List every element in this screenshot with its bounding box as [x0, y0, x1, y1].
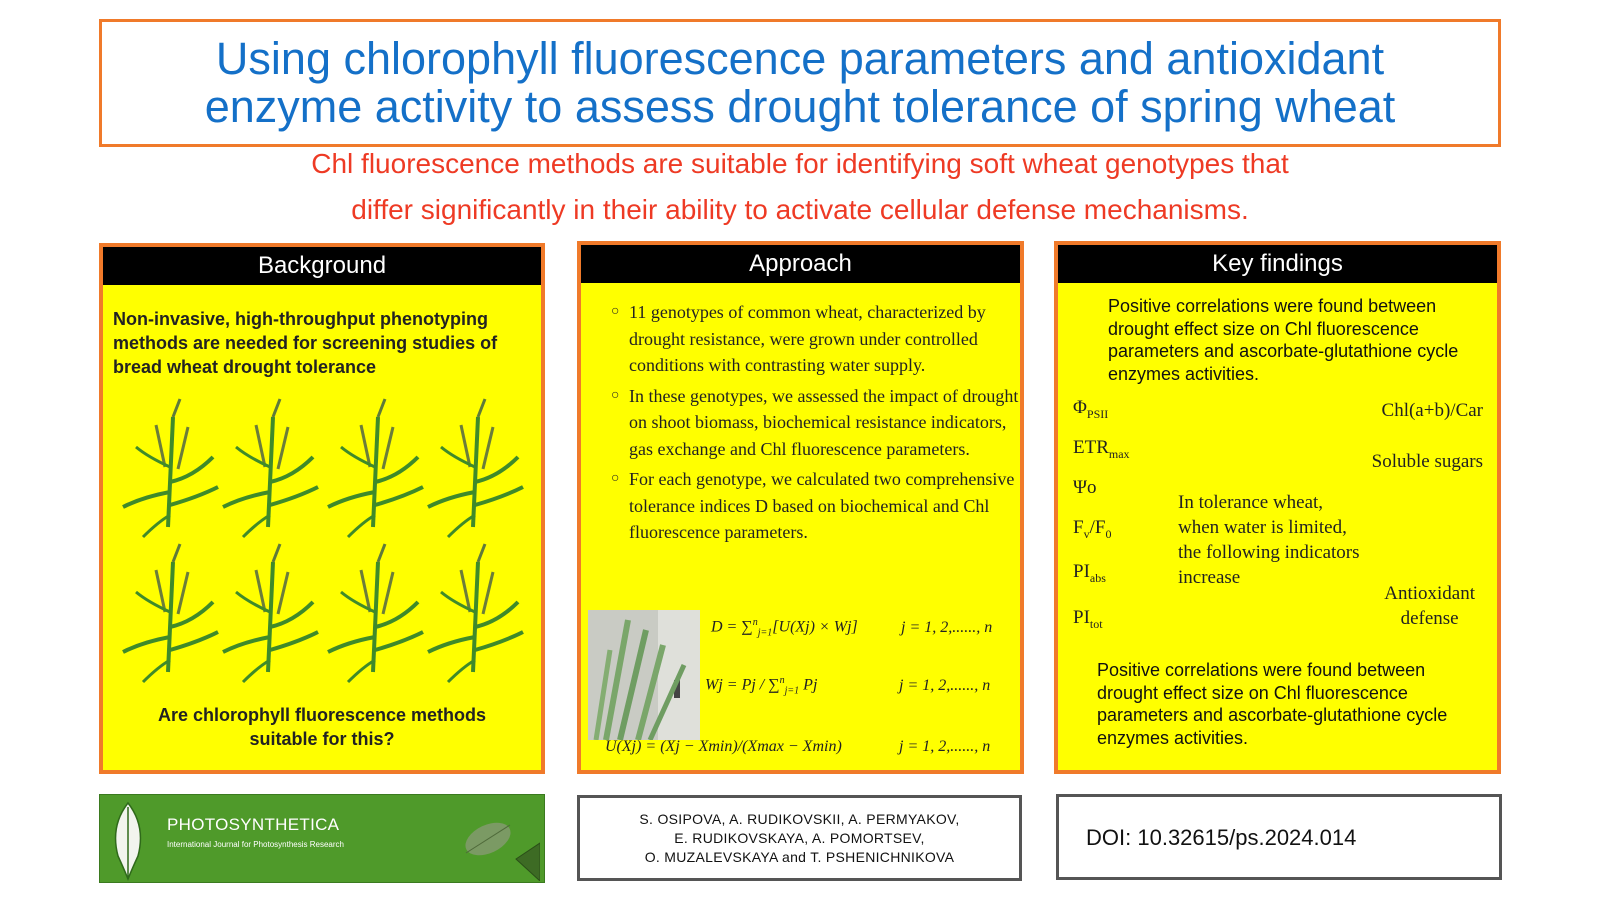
- approach-list: [611, 299, 1021, 550]
- param-subscript: tot: [1089, 616, 1103, 631]
- background-question-line: Are chlorophyll fluorescence methods: [157, 705, 487, 725]
- key-findings-bottom-text: Positive correlations were found between drought effect size on Chl fluorescence parameters and ascorbate-glutathione cycle enzymes activities.: [1097, 660, 1448, 748]
- wheat-plant: [223, 399, 318, 537]
- tolerance-line: increase: [1178, 567, 1241, 588]
- author-line: O. MUZALEVSKAYA and T. PSHENICHNIKOVA: [644, 848, 955, 865]
- param-symbol: F: [1073, 517, 1084, 538]
- wheat-plant: [328, 399, 423, 537]
- doi-text[interactable]: [1086, 825, 1356, 851]
- journal-tagline: International Journal for Photosynthesis Research: [167, 840, 344, 849]
- param-symbol: ETR: [1073, 437, 1109, 458]
- param-subscript: abs: [1089, 570, 1106, 585]
- wheat-plant: [428, 399, 523, 537]
- background-header: Background: [103, 247, 541, 285]
- subtitle-line-1: Chl fluorescence methods are suitable for identifying soft wheat genotypes that: [311, 148, 1289, 179]
- doi-label: DOI:: [1086, 825, 1132, 850]
- wheat-plant: [328, 544, 423, 682]
- param-subscript: PSII: [1086, 406, 1109, 421]
- param-symbol: PI: [1073, 561, 1090, 582]
- approach-item: ○ 11 genotypes of common wheat, characterized by drought resistance, were grown under controlled conditions with contrasting water supply.: [611, 299, 1021, 379]
- background-text-line: Non-invasive, high-throughput phenotyping: [113, 309, 488, 329]
- tolerance-line: In tolerance wheat,: [1178, 492, 1324, 513]
- leaf-logo-icon: [108, 801, 148, 881]
- formula-range: j = 1, 2,......, n: [899, 677, 991, 694]
- background-text-line: bread wheat drought tolerance: [113, 357, 377, 377]
- param-subscript: 0: [1105, 526, 1112, 541]
- antioxidant-defense: [1384, 581, 1475, 631]
- param-pi-tot: [1073, 607, 1103, 632]
- param-phi-psii: [1073, 397, 1108, 422]
- journal-banner: [99, 794, 545, 883]
- leaves-decoration-icon: [460, 813, 540, 881]
- chl-ratio: Chl(a+b)/Car: [1381, 400, 1483, 421]
- key-findings-header: Key findings: [1058, 245, 1497, 283]
- param-pi-abs: [1073, 561, 1106, 586]
- background-text-line: methods are needed for screening studies of: [113, 333, 498, 353]
- param-psi: Ψo: [1073, 477, 1097, 498]
- formula-range: j = 1, 2,......, n: [899, 738, 991, 755]
- tolerance-statement: [1178, 490, 1360, 590]
- param-fv-f0: [1073, 517, 1111, 542]
- background-panel: [99, 243, 545, 774]
- param-symbol: Φ: [1073, 397, 1087, 418]
- doi-value[interactable]: 10.32615/ps.2024.014: [1137, 825, 1357, 850]
- approach-panel: [577, 241, 1024, 774]
- approach-header: Approach: [581, 245, 1020, 283]
- param-symbol: /F: [1089, 517, 1106, 538]
- authors-box: [577, 795, 1022, 881]
- title-line-1: Using chlorophyll fluorescence parameters and antioxidant: [215, 33, 1385, 84]
- approach-item: ○ For each genotype, we calculated two comprehensive tolerance indices D based on biochemical and Chl fluorescence parameters.: [611, 466, 1021, 546]
- wheat-plant: [123, 544, 218, 682]
- tolerance-line: when water is limited,: [1178, 517, 1347, 538]
- subtitle-line-2: differ significantly in their ability to activate cellular defense mechanisms.: [351, 194, 1249, 225]
- title-box: [99, 19, 1501, 147]
- title-line-2: enzyme activity to assess drought tolerance of spring wheat: [204, 81, 1396, 132]
- wheat-plant: [223, 544, 318, 682]
- author-line: S. OSIPOVA, A. RUDIKOVSKII, A. PERMYAKOV,: [639, 810, 960, 827]
- background-question: [103, 703, 541, 751]
- param-etr-max: [1073, 437, 1130, 462]
- antioxidant-line: defense: [1400, 608, 1459, 629]
- background-text: [113, 307, 497, 379]
- key-findings-panel: [1054, 241, 1501, 774]
- wheat-plant: [428, 544, 523, 682]
- background-question-line: suitable for this?: [249, 729, 395, 749]
- wheat-spikes-photo: [588, 610, 700, 740]
- formula-u: U(Xj) = (Xj − Xmin)/(Xmax − Xmin): [605, 738, 842, 755]
- key-findings-top-text: Positive correlations were found between drought effect size on Chl fluorescence parameters and ascorbate-glutathione cycle enzymes activities.: [1108, 296, 1459, 384]
- doi-box: [1056, 794, 1502, 880]
- tolerance-line: the following indicators: [1178, 542, 1360, 563]
- approach-item: ○ In these genotypes, we assessed the impact of drought on shoot biomass, biochemical resistance indicators, gas exchange and Chl fluorescence parameters.: [611, 383, 1021, 463]
- antioxidant-line: Antioxidant: [1384, 583, 1475, 604]
- formula-wj: Wj = Pj / ∑$^n_{j=1}$ Pj: [705, 675, 818, 697]
- param-subscript: v: [1083, 526, 1090, 541]
- param-subscript: max: [1108, 446, 1130, 461]
- journal-name: PHOTOSYNTHETICA: [167, 815, 340, 834]
- wheat-plant: [123, 399, 218, 537]
- param-symbol: PI: [1073, 607, 1090, 628]
- authors-text: [639, 810, 959, 867]
- formula-d: D = ∑$^n_{j=1}$[U(Xj) × Wj]: [711, 617, 858, 639]
- formula-range: j = 1, 2,......, n: [901, 619, 993, 636]
- soluble-sugars: Soluble sugars: [1371, 451, 1483, 472]
- author-line: E. RUDIKOVSKAYA, A. POMORTSEV,: [674, 829, 925, 846]
